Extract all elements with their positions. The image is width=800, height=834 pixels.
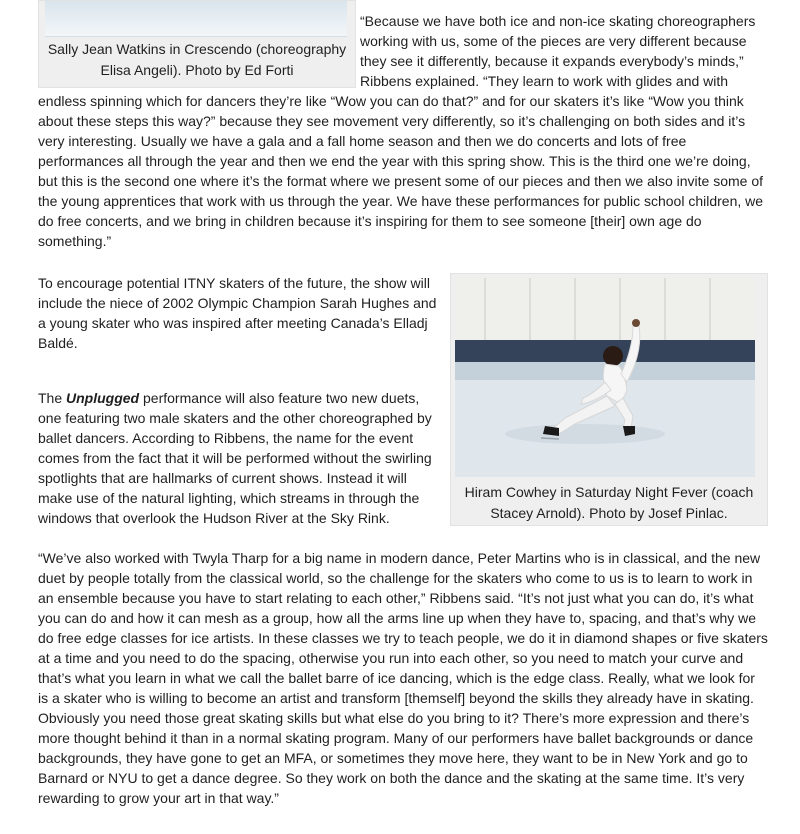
figure-caption-right: Hiram Cowhey in Saturday Night Fever (coach Stacey Arnold). Photo by Josef Pinlac. (464, 484, 754, 521)
paragraph-future-skaters: To encourage potential ITNY skaters of the future, the show will include the niece of 2002 Olympic Champion Sarah Hughes and a young skater who was inspired after meeting Canada’s Elladj Baldé. (38, 275, 437, 351)
skater-illustration (455, 278, 755, 477)
figure-right (450, 273, 768, 526)
figure-top (38, 0, 356, 88)
article-body (38, 0, 768, 808)
unplugged-prefix: The (38, 390, 67, 406)
figure-caption-top: Sally Jean Watkins in Crescendo (choreography Elisa Angeli). Photo by Ed Forti (47, 41, 347, 78)
skater-photo-top[interactable] (45, 1, 347, 37)
unplugged-rest: performance will also feature two new duets, one featuring two male skaters and the other choreographed by ballet dancers. According to Ribbens, the name for the event comes from the fact that it will be performed without the swirling spotlights that are hallmarks of current shows. Instead it will make use of the natural lighting, which streams in through the windows that overlook the Hudson River at the Sky Rink. (38, 390, 432, 526)
paragraph-ribbens-quote-1: “Because we have both ice and non-ice skating choreographers working with us, some of the pieces are very different because they see it differently, because it expands everybody’s minds,” Ribbens explained. “They learn to work with glides and with endless spinning which for dancers they’re like “Wow you can do that?” and for our skaters it’s like “Wow you think about these steps this way?” because they see movement very differently, so it’s challenging on both sides and it’s very interesting. Usually we have a gala and a fall home season and then we do concerts and lots of free performances all through the year and then we end the year with this spring show. This is the third one we’re doing, but this is the second one where it’s the format where we present some of our pieces and then we also invite some of the young apprentices that work with us through the year. We have these performances for public school children, we do free concerts, and we bring in children because it’s inspiring for them to see someone [their] own age do something.” (38, 13, 764, 249)
unplugged-title: Unplugged (66, 390, 140, 406)
paragraph-ribbens-quote-2: “We’ve also worked with Twyla Tharp for a big name in modern dance, Peter Martins who is in classical, and the new duet by people totally from the classical world, so the challenge for the skaters who come to us is to learn to work in an ensemble because you have to start relating to each other,” Ribbens said. “It’s not just what you can do, it’s what you can do and how it can mesh as a group, how all the arms line up when they have to, spacing, and that’s why we do free edge classes for ice artists. In these classes we try to teach people, we do it in diamond shapes or five skaters at a time and you need to do the spacing, otherwise you run into each other, so you need to match your curve and that’s what you learn in what we call the ballet barre of ice dancing, which is the edge class. Really, what we look for is a skater who is willing to become an artist and transform [themself] beyond the skills they already have in skating. Obviously you need those great skating skills but what else do you bring to it? There’s more expression and there’s more thought behind it than in a normal skating program. Many of our performers have ballet backgrounds or dance backgrounds, they have gone to get an MFA, or sometimes they move here, they want to be in New York and go to Barnard or NYU to get a dance degree. So they work on both the dance and the skating at the same time. It’s very rewarding to grow your art in that way.” (38, 550, 768, 806)
skater-photo-right[interactable] (455, 278, 755, 477)
